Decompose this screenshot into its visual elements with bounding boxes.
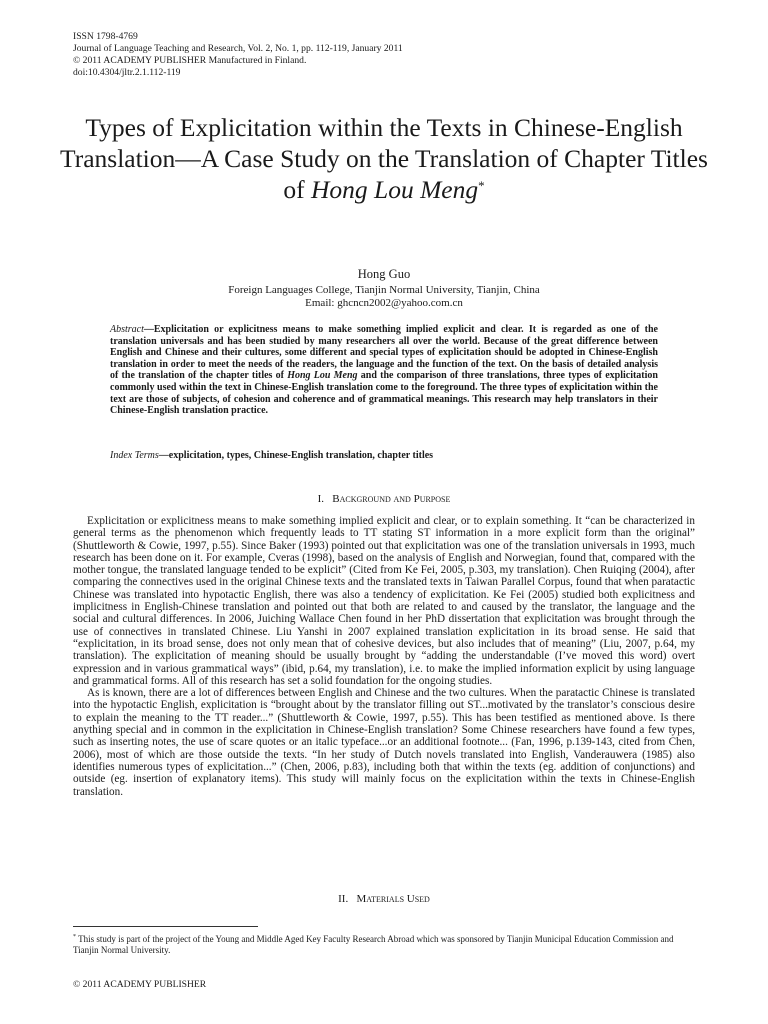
- footnote: [73, 932, 695, 956]
- index-terms-text: —explicitation, types, Chinese-English translation, chapter titles: [158, 450, 434, 461]
- section-1-title: Background and Purpose: [332, 493, 451, 505]
- title-main: Types of Explicitation within the Texts in Chinese-English Translation—A Case Study on the Translation of Chapter Titles of: [60, 113, 708, 204]
- section-2-number: II.: [338, 893, 349, 905]
- abstract-text-1: —Explicitation or explicitness means to make something implied explicit and clear. It is regarded as one of the translation universals and has been studied by many researchers all over the world. Because of the great difference between English and Chinese and their cultures, some different and special types of explicitation should be adopted in Chinese-English translation in order to meet the needs of the readers, the language and the function of the text. On the basis of detailed analysis of the translation of the chapter titles of: [110, 324, 658, 382]
- footnote-text: This study is part of the project of the Young and Middle Aged Key Faculty Research Abroad which was sponsored by Tianjin Municipal Education Commission and Tianjin Normal University.: [73, 934, 674, 955]
- paragraph-1: Explicitation or explicitness means to make something implied explicit and clear, or to explain something. It “can be characterized in general terms as the phenomenon which frequently leads to TT stating ST information in a more explicit form than the original” (Shuttleworth & Cowie, 1997, p.55). Since Baker (1993) pointed out that explicitation was one of the translation universals in 1993, much research has been done on it. For example, Cveras (1998), based on the analysis of English and Norwegian, found that, compared with the mother tongue, the translated language tended to be explicit” (Cited from Ke Fei, 2005, p.303, my translation). Chen Ruiqing (2004), after comparing the connectives used in the original Chinese texts and the translated texts in Taiwan Parallel Corpus, found that when paratactic Chinese was translated into hypotactic English, there was also a tendency of explicitation. Ke Fei (2005) studied both explicitness and implicitness in English-Chinese translation and pointed out that both are related to and caused by the translator, the language and the social and cultural differences. In 2006, Juiching Wallace Chen found in her PhD dissertation that explicitation was brought through the use of connectives in translated Chinese. Liu Yanshi in 2007 explained translation explicitation in its broad sense. He said that “explicitation, in its broad sense, does not only mean that of cohesive devices, but also includes that of meaning” (Liu, 2007, p.64, my translation). The explicitation of meaning should be usually brought by “adding the understandable (I’ve moved this word) overt expression and in various grammatical ways” (ibid, p.64, my translation), i.e. to make the implied information explicit by using language and grammatical forms. All of this research has set a solid foundation for the ongoing studies.: [73, 515, 695, 687]
- abstract-italic: Hong Lou Meng: [287, 370, 358, 382]
- issn: ISSN 1798-4769: [73, 31, 138, 42]
- copyright-line: © 2011 ACADEMY PUBLISHER Manufactured in Finland.: [73, 55, 307, 66]
- title-footnote-mark: *: [478, 178, 485, 193]
- section-1-number: I.: [317, 493, 325, 505]
- paper-title: [60, 112, 708, 205]
- page-footer: © 2011 ACADEMY PUBLISHER: [73, 979, 207, 990]
- author-affiliation-block: [0, 284, 768, 310]
- author-name: Hong Guo: [357, 267, 411, 281]
- abstract-label: Abstract: [110, 324, 144, 335]
- journal-header: [73, 31, 403, 79]
- body-text: [73, 515, 695, 798]
- index-terms-label: Index Terms: [110, 450, 159, 461]
- title-italic: Hong Lou Meng: [310, 175, 479, 204]
- footnote-mark: *: [73, 934, 76, 940]
- section-heading-2: [0, 893, 768, 905]
- footnote-rule: [73, 926, 258, 927]
- author-email: Email: ghcncn2002@yahoo.com.cn: [305, 297, 463, 309]
- affiliation: Foreign Languages College, Tianjin Normal University, Tianjin, China: [228, 284, 540, 296]
- abstract: [110, 324, 658, 417]
- section-heading-1: [0, 493, 768, 505]
- paragraph-2: As is known, there are a lot of differences between English and Chinese and the two cultures. When the paratactic Chinese is translated into the hypotactic English, explicitation is “brought about by the translator filling out ST...motivated by the translator’s conscious desire to explain the meaning to the TT reader...” (Shuttleworth & Cowie, 1997, p.55). This has been testified as mentioned above. Is there anything special and in common in the explicitation in Chinese-English translation? Some Chinese researchers have found a few types, such as inserting notes, the use of scare quotes or an italic typeface...or an additional footnote... (Fan, 1996, p.139-143, cited from Chen, 2006), most of which are those outside the texts. “In her study of Dutch novels translated into English, Vanderauwera (1985) also identifies numerous types of explicitation...” (Chen, 2006, p.83), including both that within the texts (eg. addition of conjunctions) and outside (eg. insertion of explanatory items). This study will mainly focus on the explicitation within the texts in Chinese-English translation.: [73, 687, 695, 798]
- index-terms: [110, 450, 658, 461]
- abstract-text-2: and the comparison of three translations, three types of explicitation commonly used within the text in Chinese-English translation come to the foreground. The three types of explicitation within the text are those of subjects, of cohesion and coherence and of grammatical meanings. This research may help translators in their Chinese-English translation practice.: [110, 370, 658, 417]
- journal-citation: Journal of Language Teaching and Research, Vol. 2, No. 1, pp. 112-119, January 2011: [73, 43, 403, 54]
- doi: doi:10.4304/jltr.2.1.112-119: [73, 67, 181, 78]
- section-2-title: Materials Used: [356, 893, 430, 905]
